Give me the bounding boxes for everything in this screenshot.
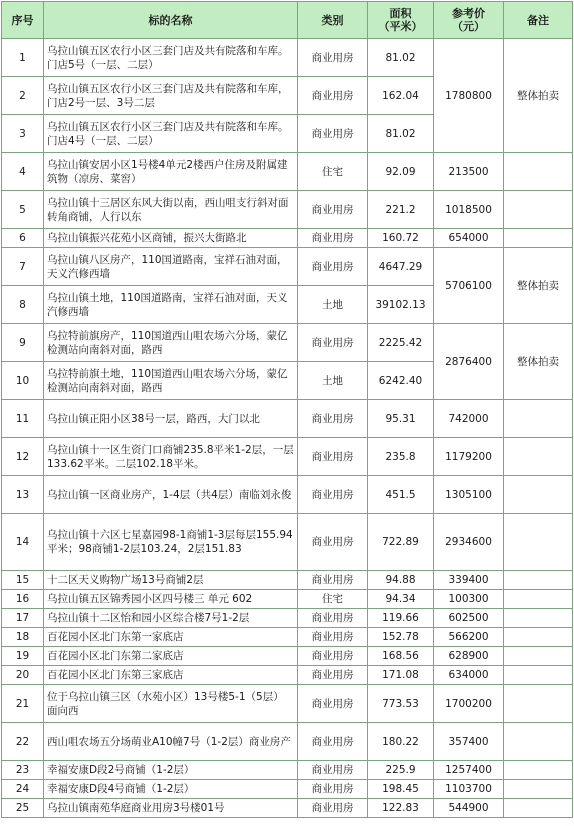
row-area: 773.53 bbox=[368, 685, 434, 723]
row-name: 乌拉山镇八区房产，110国道路南，宝祥石油对面，天义汽修西墙 bbox=[44, 248, 298, 286]
row-note bbox=[504, 761, 573, 780]
row-name: 乌拉特前旗房产，110国道西山咀农场六分场，蒙亿检测站向南斜对面，路西 bbox=[44, 324, 298, 362]
table-row bbox=[2, 761, 573, 780]
row-price: 1257400 bbox=[434, 761, 504, 780]
row-area: 119.66 bbox=[368, 609, 434, 628]
row-type: 土地 bbox=[298, 286, 368, 324]
table-row bbox=[2, 571, 573, 590]
row-type: 商业用房 bbox=[298, 324, 368, 362]
row-seq: 11 bbox=[2, 400, 44, 438]
header-area-line2: （平米） bbox=[378, 20, 423, 33]
row-name: 百花园小区北门东第二家底店 bbox=[44, 647, 298, 666]
row-price: 544900 bbox=[434, 799, 504, 818]
row-area: 95.31 bbox=[368, 400, 434, 438]
row-name: 十二区天义购物广场13号商铺2层 bbox=[44, 571, 298, 590]
row-type: 商业用房 bbox=[298, 780, 368, 799]
group-note: 整体拍卖 bbox=[504, 39, 573, 153]
row-note bbox=[504, 229, 573, 248]
row-name: 乌拉山镇一区商业房产，1-4层（共4层）南临刘永俊 bbox=[44, 476, 298, 514]
row-area: 180.22 bbox=[368, 723, 434, 761]
row-type: 商业用房 bbox=[298, 39, 368, 77]
row-type: 土地 bbox=[298, 362, 368, 400]
row-area: 152.78 bbox=[368, 628, 434, 647]
row-seq: 22 bbox=[2, 723, 44, 761]
row-seq: 6 bbox=[2, 229, 44, 248]
table-row bbox=[2, 476, 573, 514]
table-row bbox=[2, 628, 573, 647]
table-row bbox=[2, 39, 573, 77]
row-name: 乌拉山镇五区农行小区三套门店及共有院落和车库，门店2号一层、3号二层 bbox=[44, 77, 298, 115]
row-note bbox=[504, 571, 573, 590]
row-seq: 9 bbox=[2, 324, 44, 362]
group-note: 整体拍卖 bbox=[504, 324, 573, 400]
row-type: 商业用房 bbox=[298, 628, 368, 647]
row-price: 1018500 bbox=[434, 191, 504, 229]
row-area: 6242.40 bbox=[368, 362, 434, 400]
row-name: 乌拉山镇十二区怡和园小区综合楼7号1-2层 bbox=[44, 609, 298, 628]
row-name: 位于乌拉山镇三区（水苑小区）13号楼5-1（5层）面向西 bbox=[44, 685, 298, 723]
row-area: 81.02 bbox=[368, 115, 434, 153]
row-seq: 20 bbox=[2, 666, 44, 685]
row-area: 81.02 bbox=[368, 39, 434, 77]
row-type: 商业用房 bbox=[298, 438, 368, 476]
table-row bbox=[2, 229, 573, 248]
row-seq: 14 bbox=[2, 514, 44, 571]
row-name: 西山咀农场五分场萌业A10幢7号（1-2层）商业房产 bbox=[44, 723, 298, 761]
row-seq: 13 bbox=[2, 476, 44, 514]
row-note bbox=[504, 628, 573, 647]
row-note bbox=[504, 438, 573, 476]
row-area: 221.2 bbox=[368, 191, 434, 229]
row-price: 1700200 bbox=[434, 685, 504, 723]
row-area: 39102.13 bbox=[368, 286, 434, 324]
table-row bbox=[2, 400, 573, 438]
row-area: 94.34 bbox=[368, 590, 434, 609]
row-note bbox=[504, 153, 573, 191]
row-type: 商业用房 bbox=[298, 723, 368, 761]
row-type: 商业用房 bbox=[298, 476, 368, 514]
table-row bbox=[2, 514, 573, 571]
table-row bbox=[2, 799, 573, 818]
group-note: 整体拍卖 bbox=[504, 248, 573, 324]
row-note bbox=[504, 780, 573, 799]
row-note bbox=[504, 476, 573, 514]
row-area: 94.88 bbox=[368, 571, 434, 590]
table-row bbox=[2, 324, 573, 362]
row-area: 168.56 bbox=[368, 647, 434, 666]
row-seq: 16 bbox=[2, 590, 44, 609]
row-area: 722.89 bbox=[368, 514, 434, 571]
row-price: 100300 bbox=[434, 590, 504, 609]
row-note bbox=[504, 514, 573, 571]
row-price: 213500 bbox=[434, 153, 504, 191]
row-name: 百花园小区北门东第一家底店 bbox=[44, 628, 298, 647]
row-name: 乌拉山镇十三居区东风大街以南，西山咀支行斜对面转角商铺，人行以东 bbox=[44, 191, 298, 229]
table-row bbox=[2, 647, 573, 666]
group-price: 5706100 bbox=[434, 248, 504, 324]
row-price: 339400 bbox=[434, 571, 504, 590]
table-row bbox=[2, 248, 573, 286]
row-type: 住宅 bbox=[298, 590, 368, 609]
row-price: 2934600 bbox=[434, 514, 504, 571]
row-seq: 4 bbox=[2, 153, 44, 191]
table-row bbox=[2, 609, 573, 628]
row-type: 住宅 bbox=[298, 153, 368, 191]
table-row bbox=[2, 191, 573, 229]
row-price: 634000 bbox=[434, 666, 504, 685]
row-name: 百花园小区北门东第三家底店 bbox=[44, 666, 298, 685]
header-note: 备注 bbox=[504, 2, 573, 39]
row-type: 商业用房 bbox=[298, 571, 368, 590]
row-type: 商业用房 bbox=[298, 191, 368, 229]
row-type: 商业用房 bbox=[298, 609, 368, 628]
header-name: 标的名称 bbox=[44, 2, 298, 39]
row-seq: 15 bbox=[2, 571, 44, 590]
group-price: 2876400 bbox=[434, 324, 504, 400]
row-price: 1305100 bbox=[434, 476, 504, 514]
row-area: 92.09 bbox=[368, 153, 434, 191]
group-price: 1780800 bbox=[434, 39, 504, 153]
row-seq: 24 bbox=[2, 780, 44, 799]
row-seq: 8 bbox=[2, 286, 44, 324]
row-note bbox=[504, 799, 573, 818]
row-type: 商业用房 bbox=[298, 799, 368, 818]
row-seq: 19 bbox=[2, 647, 44, 666]
row-type: 商业用房 bbox=[298, 761, 368, 780]
row-note bbox=[504, 590, 573, 609]
row-seq: 21 bbox=[2, 685, 44, 723]
row-area: 451.5 bbox=[368, 476, 434, 514]
header-area bbox=[368, 2, 434, 39]
row-seq: 5 bbox=[2, 191, 44, 229]
row-seq: 3 bbox=[2, 115, 44, 153]
row-area: 2225.42 bbox=[368, 324, 434, 362]
row-seq: 2 bbox=[2, 77, 44, 115]
row-area: 160.72 bbox=[368, 229, 434, 248]
row-note bbox=[504, 723, 573, 761]
header-type: 类别 bbox=[298, 2, 368, 39]
row-name: 乌拉山镇五区农行小区三套门店及共有院落和车库。门店5号（一层、二层） bbox=[44, 39, 298, 77]
row-type: 商业用房 bbox=[298, 685, 368, 723]
header-area-line1: 面积 bbox=[389, 7, 412, 20]
row-note bbox=[504, 666, 573, 685]
row-name: 乌拉山镇振兴花苑小区商铺，振兴大街路北 bbox=[44, 229, 298, 248]
row-price: 628900 bbox=[434, 647, 504, 666]
row-seq: 12 bbox=[2, 438, 44, 476]
header-row bbox=[2, 2, 573, 39]
row-price: 654000 bbox=[434, 229, 504, 248]
property-auction-table bbox=[1, 1, 573, 818]
header-price bbox=[434, 2, 504, 39]
row-area: 4647.29 bbox=[368, 248, 434, 286]
table-row bbox=[2, 153, 573, 191]
row-price: 566200 bbox=[434, 628, 504, 647]
row-price: 602500 bbox=[434, 609, 504, 628]
header-price-line1: 参考价 bbox=[452, 7, 485, 20]
row-seq: 25 bbox=[2, 799, 44, 818]
header-price-line2: （元） bbox=[452, 20, 485, 33]
row-name: 乌拉山镇南苑华庭商业用房3号楼01号 bbox=[44, 799, 298, 818]
table-row bbox=[2, 723, 573, 761]
row-area: 225.9 bbox=[368, 761, 434, 780]
row-seq: 7 bbox=[2, 248, 44, 286]
row-price: 1179200 bbox=[434, 438, 504, 476]
row-area: 235.8 bbox=[368, 438, 434, 476]
row-note bbox=[504, 609, 573, 628]
row-note bbox=[504, 685, 573, 723]
row-name: 乌拉山镇安居小区1号楼4单元2楼西户住房及附属建筑物（凉房、菜窖） bbox=[44, 153, 298, 191]
table-row bbox=[2, 780, 573, 799]
table-row bbox=[2, 590, 573, 609]
table-row bbox=[2, 685, 573, 723]
row-note bbox=[504, 191, 573, 229]
row-area: 198.45 bbox=[368, 780, 434, 799]
row-seq: 23 bbox=[2, 761, 44, 780]
row-name: 幸福安康D段2号商铺（1-2层） bbox=[44, 761, 298, 780]
row-price: 357400 bbox=[434, 723, 504, 761]
row-type: 商业用房 bbox=[298, 248, 368, 286]
row-name: 乌拉山镇五区农行小区三套门店及共有院落和车库。门店4号（一层、二层） bbox=[44, 115, 298, 153]
header-seq: 序号 bbox=[2, 2, 44, 39]
row-name: 乌拉山镇正阳小区38号一层，路西，大门以北 bbox=[44, 400, 298, 438]
row-note bbox=[504, 400, 573, 438]
row-type: 商业用房 bbox=[298, 115, 368, 153]
row-note bbox=[504, 647, 573, 666]
row-seq: 10 bbox=[2, 362, 44, 400]
row-type: 商业用房 bbox=[298, 77, 368, 115]
row-type: 商业用房 bbox=[298, 400, 368, 438]
row-type: 商业用房 bbox=[298, 666, 368, 685]
row-seq: 1 bbox=[2, 39, 44, 77]
row-name: 乌拉山镇十一区生资门口商铺235.8平米1-2层，一层133.62平米。二层102.18平米。 bbox=[44, 438, 298, 476]
row-seq: 17 bbox=[2, 609, 44, 628]
row-area: 171.08 bbox=[368, 666, 434, 685]
row-price: 742000 bbox=[434, 400, 504, 438]
row-type: 商业用房 bbox=[298, 514, 368, 571]
row-name: 乌拉山镇十六区七星嘉园98-1商铺1-3层每层155.94平米；98商铺1-2层103.24，2层151.83 bbox=[44, 514, 298, 571]
row-type: 商业用房 bbox=[298, 647, 368, 666]
row-seq: 18 bbox=[2, 628, 44, 647]
row-name: 乌拉特前旗土地，110国道西山咀农场六分场，蒙亿检测站向南斜对面，路西 bbox=[44, 362, 298, 400]
row-name: 乌拉山镇土地，110国道路南，宝祥石油对面，天义汽修西墙 bbox=[44, 286, 298, 324]
row-area: 162.04 bbox=[368, 77, 434, 115]
row-name: 乌拉山镇五区锦秀园小区四号楼三 单元 602 bbox=[44, 590, 298, 609]
row-name: 幸福安康D段4号商铺（1-2层） bbox=[44, 780, 298, 799]
row-type: 商业用房 bbox=[298, 229, 368, 248]
table-row bbox=[2, 666, 573, 685]
row-price: 1103700 bbox=[434, 780, 504, 799]
table-row bbox=[2, 438, 573, 476]
row-area: 122.83 bbox=[368, 799, 434, 818]
